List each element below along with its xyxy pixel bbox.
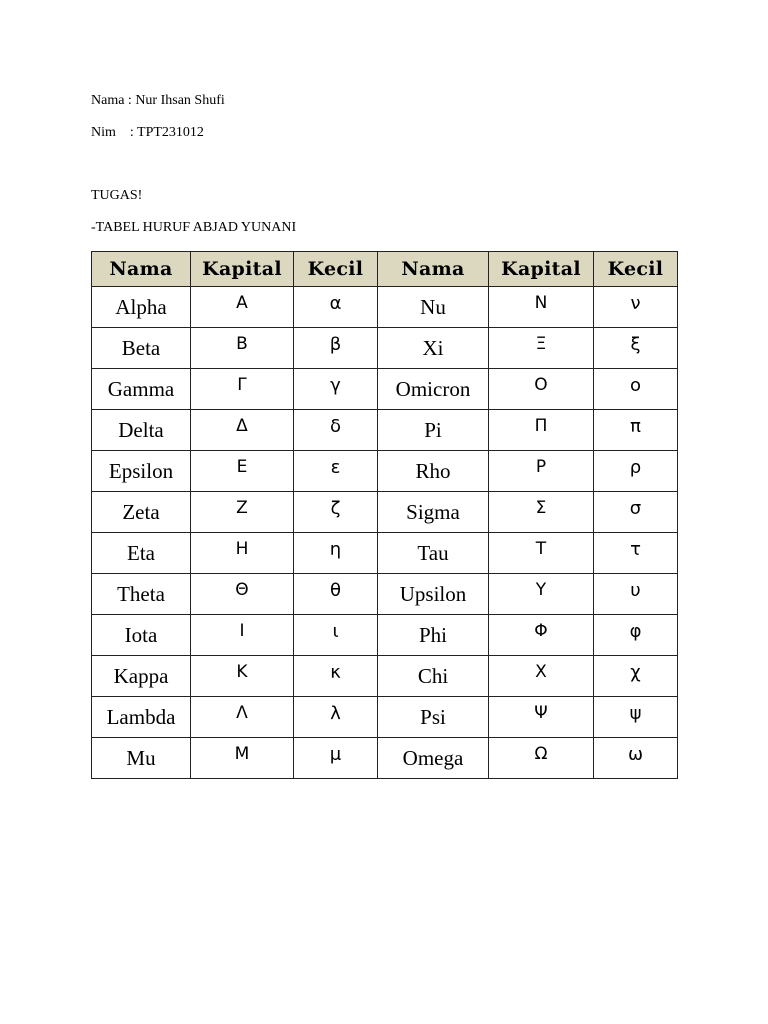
lowercase-letter-cell: β: [294, 328, 378, 369]
capital-letter-cell: Τ: [489, 533, 594, 574]
letter-name-cell: Psi: [378, 697, 489, 738]
capital-letter-cell: Ω: [489, 738, 594, 779]
capital-letter-cell: Α: [191, 287, 294, 328]
table-row: [92, 328, 678, 369]
letter-name-cell: Xi: [378, 328, 489, 369]
capital-letter-cell: Υ: [489, 574, 594, 615]
lowercase-letter-cell: ε: [294, 451, 378, 492]
capital-letter-cell: Δ: [191, 410, 294, 451]
capital-letter-cell: Θ: [191, 574, 294, 615]
lowercase-letter-cell: ν: [594, 287, 678, 328]
assignment-heading: TUGAS!: [91, 188, 143, 203]
capital-letter-cell: Γ: [191, 369, 294, 410]
header-nama: Nama: [378, 252, 489, 287]
table-body: [92, 287, 678, 779]
lowercase-letter-cell: φ: [594, 615, 678, 656]
capital-letter-cell: Ι: [191, 615, 294, 656]
letter-name-cell: Rho: [378, 451, 489, 492]
letter-name-cell: Phi: [378, 615, 489, 656]
lowercase-letter-cell: η: [294, 533, 378, 574]
student-name-line: Nama : Nur Ihsan Shufi: [91, 93, 225, 108]
capital-letter-cell: Κ: [191, 656, 294, 697]
letter-name-cell: Epsilon: [92, 451, 191, 492]
lowercase-letter-cell: τ: [594, 533, 678, 574]
table-row: [92, 697, 678, 738]
capital-letter-cell: Π: [489, 410, 594, 451]
header-kapital: Kapital: [489, 252, 594, 287]
capital-letter-cell: Χ: [489, 656, 594, 697]
lowercase-letter-cell: δ: [294, 410, 378, 451]
capital-letter-cell: Ρ: [489, 451, 594, 492]
lowercase-letter-cell: σ: [594, 492, 678, 533]
table-row: [92, 410, 678, 451]
letter-name-cell: Omega: [378, 738, 489, 779]
header-nama: Nama: [92, 252, 191, 287]
lowercase-letter-cell: υ: [594, 574, 678, 615]
lowercase-letter-cell: λ: [294, 697, 378, 738]
letter-name-cell: Beta: [92, 328, 191, 369]
capital-letter-cell: Ο: [489, 369, 594, 410]
letter-name-cell: Pi: [378, 410, 489, 451]
letter-name-cell: Theta: [92, 574, 191, 615]
lowercase-letter-cell: γ: [294, 369, 378, 410]
letter-name-cell: Alpha: [92, 287, 191, 328]
lowercase-letter-cell: ο: [594, 369, 678, 410]
capital-letter-cell: Ε: [191, 451, 294, 492]
lowercase-letter-cell: ζ: [294, 492, 378, 533]
header-kapital: Kapital: [191, 252, 294, 287]
letter-name-cell: Kappa: [92, 656, 191, 697]
capital-letter-cell: Φ: [489, 615, 594, 656]
lowercase-letter-cell: μ: [294, 738, 378, 779]
capital-letter-cell: Ν: [489, 287, 594, 328]
table-row: [92, 574, 678, 615]
table-row: [92, 492, 678, 533]
table-header-row: [92, 252, 678, 287]
table-row: [92, 451, 678, 492]
lowercase-letter-cell: α: [294, 287, 378, 328]
letter-name-cell: Gamma: [92, 369, 191, 410]
lowercase-letter-cell: χ: [594, 656, 678, 697]
capital-letter-cell: Β: [191, 328, 294, 369]
capital-letter-cell: Σ: [489, 492, 594, 533]
capital-letter-cell: Μ: [191, 738, 294, 779]
capital-letter-cell: Ζ: [191, 492, 294, 533]
header-kecil: Kecil: [594, 252, 678, 287]
table-row: [92, 615, 678, 656]
greek-alphabet-table: [91, 251, 678, 779]
header-kecil: Kecil: [294, 252, 378, 287]
letter-name-cell: Upsilon: [378, 574, 489, 615]
capital-letter-cell: Ψ: [489, 697, 594, 738]
lowercase-letter-cell: ι: [294, 615, 378, 656]
student-id-line: Nim : TPT231012: [91, 125, 204, 140]
table-row: [92, 656, 678, 697]
capital-letter-cell: Ξ: [489, 328, 594, 369]
table-row: [92, 287, 678, 328]
lowercase-letter-cell: κ: [294, 656, 378, 697]
capital-letter-cell: Λ: [191, 697, 294, 738]
table-row: [92, 369, 678, 410]
lowercase-letter-cell: ψ: [594, 697, 678, 738]
table-row: [92, 738, 678, 779]
letter-name-cell: Mu: [92, 738, 191, 779]
letter-name-cell: Omicron: [378, 369, 489, 410]
lowercase-letter-cell: ξ: [594, 328, 678, 369]
lowercase-letter-cell: π: [594, 410, 678, 451]
table-title: -TABEL HURUF ABJAD YUNANI: [91, 220, 297, 235]
letter-name-cell: Eta: [92, 533, 191, 574]
letter-name-cell: Chi: [378, 656, 489, 697]
letter-name-cell: Lambda: [92, 697, 191, 738]
letter-name-cell: Sigma: [378, 492, 489, 533]
letter-name-cell: Nu: [378, 287, 489, 328]
lowercase-letter-cell: θ: [294, 574, 378, 615]
lowercase-letter-cell: ω: [594, 738, 678, 779]
table-row: [92, 533, 678, 574]
letter-name-cell: Iota: [92, 615, 191, 656]
letter-name-cell: Tau: [378, 533, 489, 574]
lowercase-letter-cell: ρ: [594, 451, 678, 492]
letter-name-cell: Delta: [92, 410, 191, 451]
letter-name-cell: Zeta: [92, 492, 191, 533]
capital-letter-cell: Η: [191, 533, 294, 574]
